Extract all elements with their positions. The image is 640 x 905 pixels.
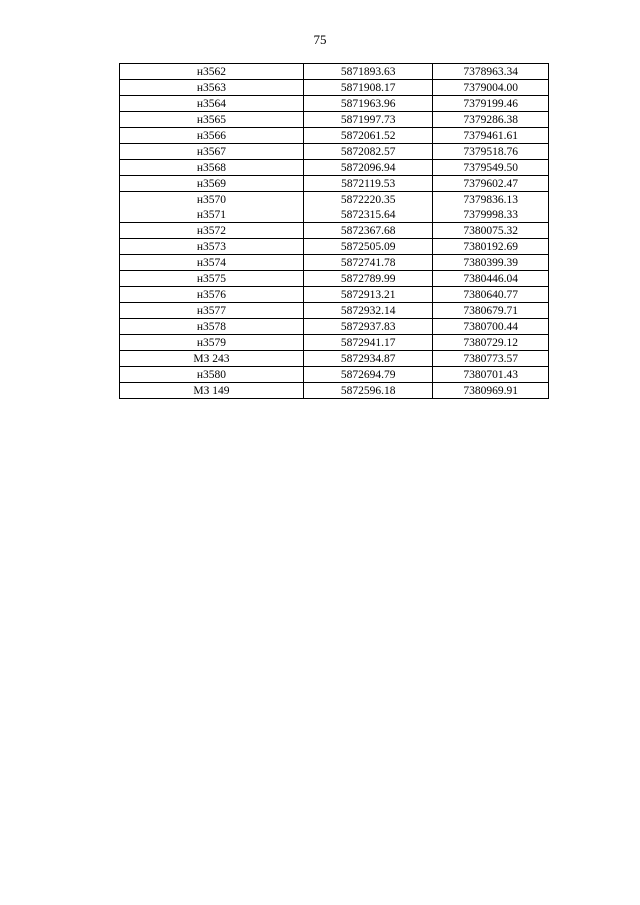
table-row: [120, 351, 549, 367]
x-coordinate-cell: 5872505.09: [303, 239, 432, 255]
point-name-cell: МЗ 243: [120, 351, 304, 367]
point-name-cell: МЗ 149: [120, 383, 304, 399]
x-coordinate-cell: 5872082.57: [303, 144, 432, 160]
x-coordinate-cell: 5872741.78: [303, 255, 432, 271]
table-row: [120, 319, 549, 335]
x-coordinate-cell: 5872934.87: [303, 351, 432, 367]
y-coordinate-cell: 7379836.13: [433, 192, 549, 208]
x-coordinate-cell: 5871893.63: [303, 64, 432, 80]
x-coordinate-cell: 5872367.68: [303, 223, 432, 239]
point-name-cell: н3571: [120, 207, 304, 223]
x-coordinate-cell: 5871997.73: [303, 112, 432, 128]
table-row: [120, 287, 549, 303]
point-name-cell: н3568: [120, 160, 304, 176]
y-coordinate-cell: 7380700.44: [433, 319, 549, 335]
y-coordinate-cell: 7379518.76: [433, 144, 549, 160]
y-coordinate-cell: 7380701.43: [433, 367, 549, 383]
y-coordinate-cell: 7380075.32: [433, 223, 549, 239]
y-coordinate-cell: 7379199.46: [433, 96, 549, 112]
x-coordinate-cell: 5872941.17: [303, 335, 432, 351]
point-name-cell: н3573: [120, 239, 304, 255]
point-name-cell: н3569: [120, 176, 304, 192]
point-name-cell: н3578: [120, 319, 304, 335]
table-row: [120, 96, 549, 112]
table-row: [120, 207, 549, 223]
table-row: [120, 128, 549, 144]
table-row: [120, 64, 549, 80]
x-coordinate-cell: 5872061.52: [303, 128, 432, 144]
y-coordinate-cell: 7380729.12: [433, 335, 549, 351]
table-row: [120, 335, 549, 351]
y-coordinate-cell: 7378963.34: [433, 64, 549, 80]
table-row: [120, 112, 549, 128]
table-row: [120, 144, 549, 160]
point-name-cell: н3572: [120, 223, 304, 239]
coordinates-table-body: [120, 64, 549, 399]
table-row: [120, 383, 549, 399]
table-row: [120, 255, 549, 271]
point-name-cell: н3566: [120, 128, 304, 144]
y-coordinate-cell: 7380773.57: [433, 351, 549, 367]
y-coordinate-cell: 7380679.71: [433, 303, 549, 319]
table-row: [120, 367, 549, 383]
y-coordinate-cell: 7379286.38: [433, 112, 549, 128]
x-coordinate-cell: 5871908.17: [303, 80, 432, 96]
y-coordinate-cell: 7380192.69: [433, 239, 549, 255]
point-name-cell: н3575: [120, 271, 304, 287]
point-name-cell: н3565: [120, 112, 304, 128]
y-coordinate-cell: 7379998.33: [433, 207, 549, 223]
y-coordinate-cell: 7380969.91: [433, 383, 549, 399]
table-row: [120, 239, 549, 255]
point-name-cell: н3562: [120, 64, 304, 80]
y-coordinate-cell: 7379461.61: [433, 128, 549, 144]
x-coordinate-cell: 5872096.94: [303, 160, 432, 176]
point-name-cell: н3579: [120, 335, 304, 351]
point-name-cell: н3564: [120, 96, 304, 112]
table-row: [120, 80, 549, 96]
point-name-cell: н3574: [120, 255, 304, 271]
point-name-cell: н3576: [120, 287, 304, 303]
table-row: [120, 271, 549, 287]
page-number: 75: [313, 32, 327, 47]
point-name-cell: н3580: [120, 367, 304, 383]
point-name-cell: н3567: [120, 144, 304, 160]
x-coordinate-cell: 5872315.64: [303, 207, 432, 223]
point-name-cell: н3570: [120, 192, 304, 208]
x-coordinate-cell: 5872913.21: [303, 287, 432, 303]
y-coordinate-cell: 7380399.39: [433, 255, 549, 271]
x-coordinate-cell: 5872789.99: [303, 271, 432, 287]
table-row: [120, 160, 549, 176]
x-coordinate-cell: 5872694.79: [303, 367, 432, 383]
coordinates-table: [119, 63, 549, 399]
table-row: [120, 192, 549, 208]
y-coordinate-cell: 7379602.47: [433, 176, 549, 192]
x-coordinate-cell: 5872937.83: [303, 319, 432, 335]
x-coordinate-cell: 5872932.14: [303, 303, 432, 319]
y-coordinate-cell: 7379549.50: [433, 160, 549, 176]
table-row: [120, 223, 549, 239]
table-row: [120, 303, 549, 319]
point-name-cell: н3577: [120, 303, 304, 319]
x-coordinate-cell: 5871963.96: [303, 96, 432, 112]
y-coordinate-cell: 7379004.00: [433, 80, 549, 96]
point-name-cell: н3563: [120, 80, 304, 96]
x-coordinate-cell: 5872596.18: [303, 383, 432, 399]
y-coordinate-cell: 7380446.04: [433, 271, 549, 287]
y-coordinate-cell: 7380640.77: [433, 287, 549, 303]
table-row: [120, 176, 549, 192]
x-coordinate-cell: 5872220.35: [303, 192, 432, 208]
x-coordinate-cell: 5872119.53: [303, 176, 432, 192]
